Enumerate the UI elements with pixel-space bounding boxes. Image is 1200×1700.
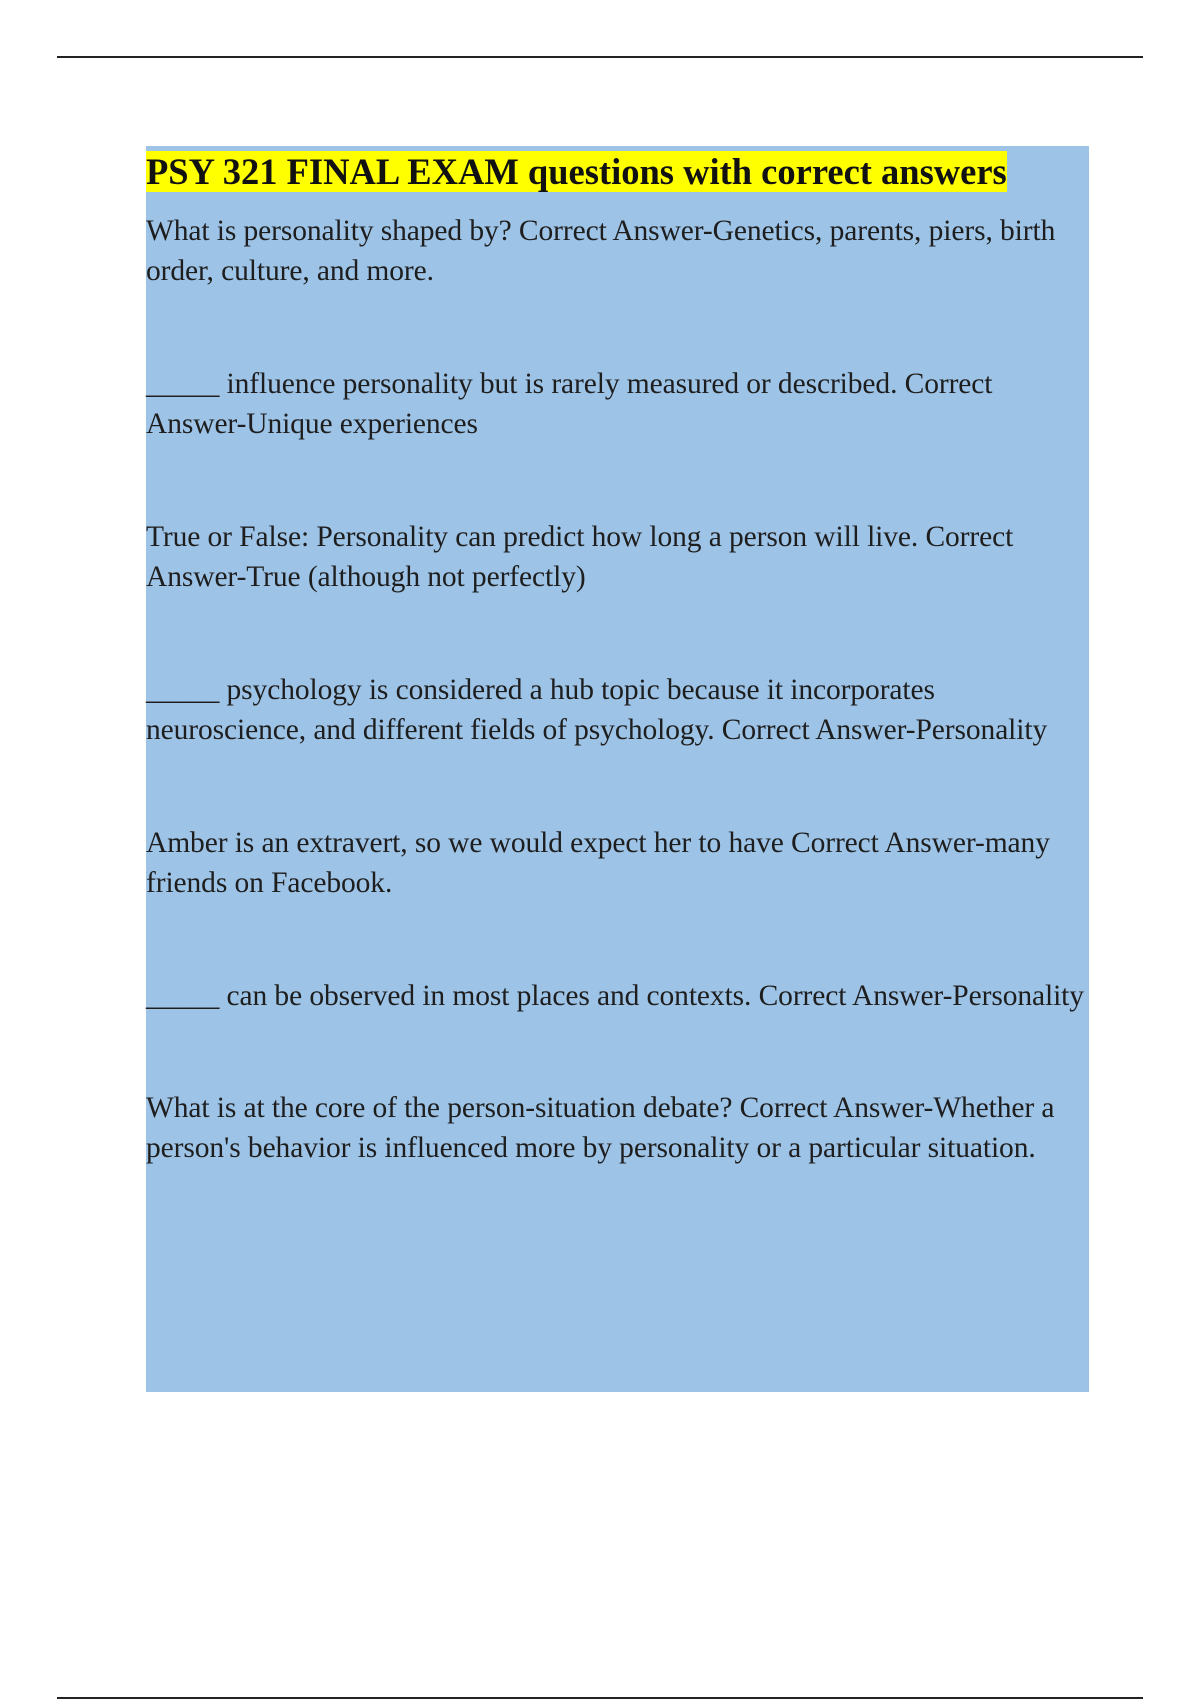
document-content xyxy=(146,146,1089,1392)
document-title-text: PSY 321 FINAL EXAM questions with correct answers xyxy=(146,151,1007,192)
qa-item-2: _____ influence personality but is rarely measured or described. Correct Answer-Unique experiences xyxy=(146,368,993,440)
document-title xyxy=(146,146,1046,197)
qa-item-5: Amber is an extravert, so we would expect her to have Correct Answer-many friends on Facebook. xyxy=(146,827,1050,899)
qa-item-1: What is personality shaped by? Correct Answer-Genetics, parents, piers, birth order, culture, and more. xyxy=(146,215,1056,287)
qa-item-3: True or False: Personality can predict how long a person will live. Correct Answer-True (although not perfectly) xyxy=(146,521,1014,593)
header-rule xyxy=(57,56,1143,58)
qa-item-7: What is at the core of the person-situation debate? Correct Answer-Whether a person's behavior is influenced more by personality or a particular situation. xyxy=(146,1092,1055,1164)
qa-item-6: _____ can be observed in most places and contexts. Correct Answer-Personality xyxy=(146,980,1084,1012)
qa-item-4: _____ psychology is considered a hub topic because it incorporates neuroscience, and different fields of psychology. Correct Answer-Personality xyxy=(146,674,1048,746)
footer-rule xyxy=(57,1697,1143,1699)
